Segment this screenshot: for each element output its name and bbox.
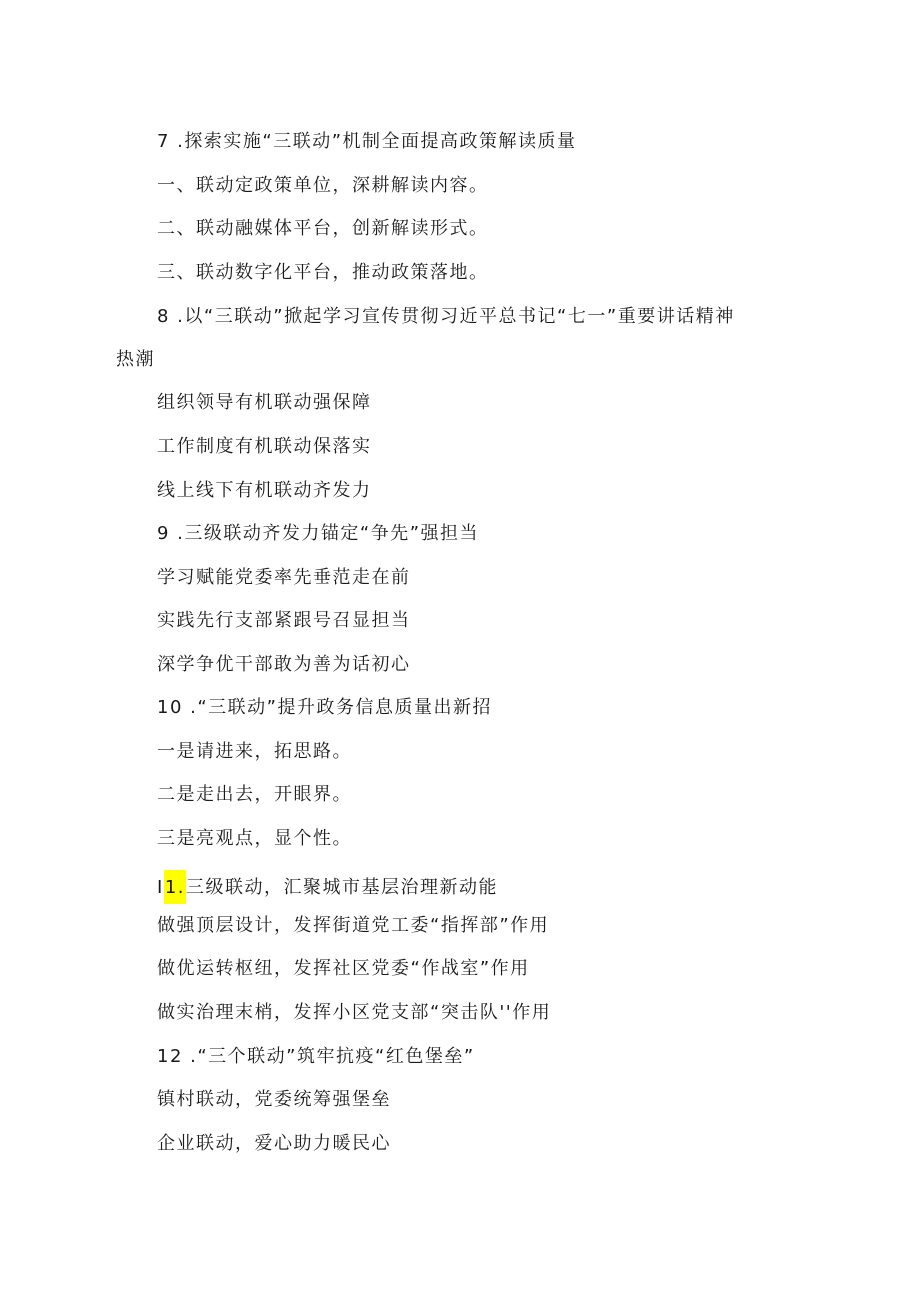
item-11-prefix: I: [157, 877, 164, 898]
text-line: 三是亮观点，显个性。: [157, 828, 352, 849]
text-line: 学习赋能党委率先垂范走在前: [157, 567, 411, 588]
heading-item-9: 9 .三级联动齐发力锚定“争先”强担当: [157, 523, 480, 544]
highlighted-number: 1.: [164, 870, 186, 904]
text-line: 做强顶层设计，发挥街道党工委“指挥部”作用: [157, 915, 550, 936]
text-line: 二、联动融媒体平台，创新解读形式。: [157, 218, 489, 239]
heading-item-8: 8 .以“三联动”掀起学习宣传贯彻习近平总书记“七一”重要讲话精神: [157, 306, 735, 327]
text-line: 做优运转枢纽，发挥社区党委“作战室”作用: [157, 958, 530, 979]
text-line: 做实治理末梢，发挥小区党支部“突击队''作用: [157, 1002, 552, 1023]
text-line: 实践先行支部紧跟号召显担当: [157, 610, 411, 631]
text-line: 一是请进来，拓思路。: [157, 741, 352, 762]
text-line: 企业联动，爱心助力暖民心: [157, 1133, 391, 1154]
text-line: 三、联动数字化平台，推动政策落地。: [157, 262, 489, 283]
heading-item-8-continuation: 热潮: [116, 349, 155, 370]
heading-item-7: 7 .探索实施“三联动”机制全面提高政策解读质量: [157, 131, 577, 152]
item-11-title: 三级联动，汇聚城市基层治理新动能: [186, 877, 498, 898]
text-line: 深学争优干部敢为善为话初心: [157, 654, 411, 675]
heading-item-12: 12 .“三个联动”筑牢抗疫“红色堡垒”: [157, 1046, 475, 1067]
text-line: 镇村联动，党委统筹强堡垒: [157, 1089, 391, 1110]
text-line: 线上线下有机联动齐发力: [157, 480, 372, 501]
heading-item-11: [157, 870, 498, 904]
text-line: 组织领导有机联动强保障: [157, 392, 372, 413]
text-line: 一、联动定政策单位，深耕解读内容。: [157, 175, 489, 196]
heading-item-10: 10 .“三联动”提升政务信息质量出新招: [157, 697, 492, 718]
text-line: 工作制度有机联动保落实: [157, 436, 372, 457]
text-line: 二是走出去，开眼界。: [157, 784, 352, 805]
